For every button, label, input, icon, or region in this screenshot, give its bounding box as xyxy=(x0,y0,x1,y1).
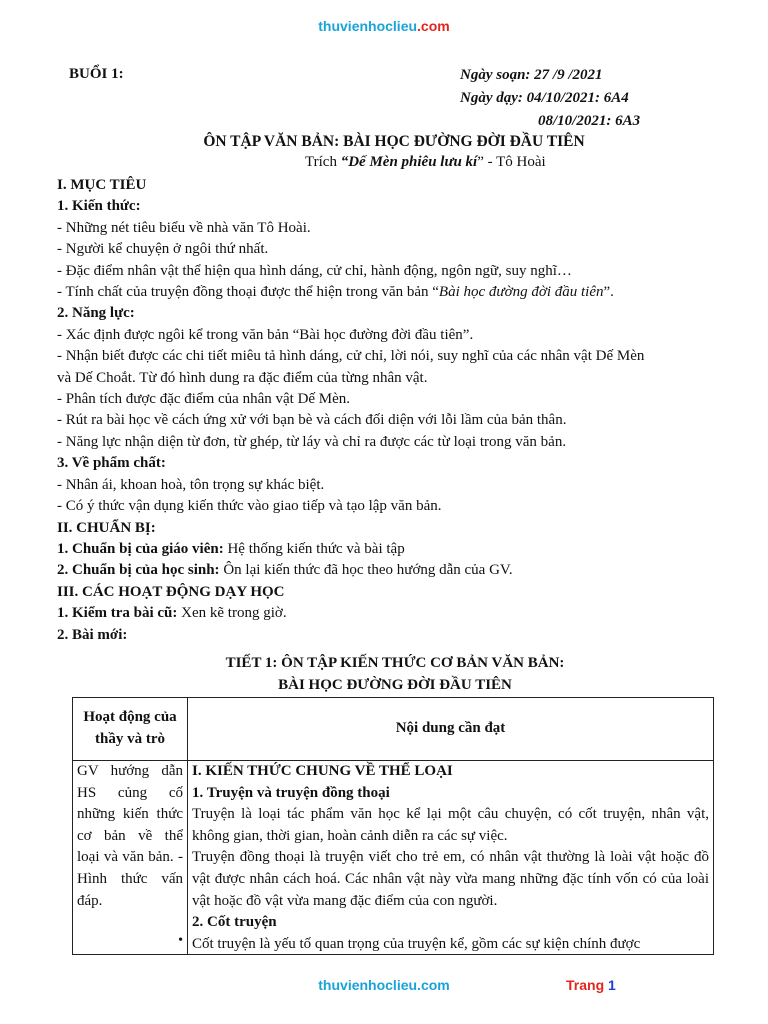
page-label: Trang xyxy=(566,977,609,993)
skill-item: - Nhận biết được các chi tiết miêu tả hình dáng, cử chỉ, lời nói, suy nghĩ của các nhân vật Dế Mèn xyxy=(57,348,645,365)
knowledge-item-italic: Bài học đường đời đầu tiên xyxy=(438,284,604,301)
subsection-heading: 2. Năng lực: xyxy=(57,305,135,322)
subsection-heading: 1. Kiến thức: xyxy=(57,198,141,215)
lesson-body xyxy=(57,175,717,646)
lesson-label: BUỔI 1: xyxy=(69,66,124,82)
knowledge-item-suffix: ”. xyxy=(603,284,614,301)
subtitle-prefix: Trích xyxy=(305,154,341,170)
subtitle-suffix: ” - Tô Hoài xyxy=(477,154,546,170)
section-heading: III. CÁC HOẠT ĐỘNG DẠY HỌC xyxy=(57,583,285,600)
prep-teacher xyxy=(57,539,717,560)
site-header[interactable] xyxy=(0,18,768,34)
page-number xyxy=(566,977,616,993)
knowledge-item-prefix: - Tính chất của truyện đồng thoại được thể hiện trong văn bản “ xyxy=(57,284,439,301)
skill-item: - Phân tích được đặc điểm của nhân vật Dế Mèn. xyxy=(57,391,351,408)
column-header-activity: Hoạt động của thầy và trò xyxy=(73,698,188,761)
skill-item: - Rút ra bài học về cách ứng xử với bạn bè và cách đối diện với lỗi lầm của bản thân. xyxy=(57,412,567,429)
table-header-row xyxy=(73,698,714,761)
prep-student-label: 2. Chuẩn bị của học sinh: xyxy=(57,562,220,579)
check-old-lesson xyxy=(57,603,717,624)
period-title-line-1: TIẾT 1: ÔN TẬP KIẾN THỨC CƠ BẢN VĂN BẢN: xyxy=(225,655,565,671)
prep-teacher-label: 1. Chuẩn bị của giáo viên: xyxy=(57,540,224,557)
site-domain: .com xyxy=(417,18,450,34)
knowledge-item: - Đặc điểm nhân vật thể hiện qua hình dáng, cử chỉ, hành động, ngôn ngữ, suy nghĩ… xyxy=(57,262,572,279)
subsection-heading: 3. Về phẩm chất: xyxy=(57,455,166,472)
knowledge-item: - Những nét tiêu biểu về nhà văn Tô Hoài. xyxy=(57,219,311,236)
lesson-table xyxy=(72,697,714,955)
column-header-content: Nội dung cần đạt xyxy=(188,698,714,761)
content-subheading: 2. Cốt truyện xyxy=(192,914,277,931)
table-row xyxy=(73,761,714,955)
prep-student xyxy=(57,560,717,581)
quality-item: - Có ý thức vận dụng kiến thức vào giao tiếp và tạo lập văn bản. xyxy=(57,498,442,515)
footer-site-link[interactable]: thuvienhoclieu.com xyxy=(318,977,450,993)
check-text: Xen kẽ trong giờ. xyxy=(177,605,287,622)
activity-cell xyxy=(73,761,188,955)
document-title: ÔN TẬP VĂN BẢN: BÀI HỌC ĐƯỜNG ĐỜI ĐẦU TIÊN xyxy=(203,133,585,150)
prepared-date: Ngày soạn: 27 /9 /2021 xyxy=(460,67,603,83)
activity-text: GV hướng dẫn HS củng cố những kiến thức cơ bản về thể loại và văn bản. - Hình thức vấn đáp. xyxy=(77,763,183,909)
prep-teacher-text: Hệ thống kiến thức và bài tập xyxy=(223,540,405,557)
skill-item: - Năng lực nhận diện từ đơn, từ ghép, từ láy và chỉ ra được các từ loại trong văn bản. xyxy=(57,433,567,450)
content-paragraph: Truyện đồng thoại là truyện viết cho trẻ em, có nhân vật thường là loài vật hoặc đồ vật được nhân cách hoá. Các nhân vật này vừa mang những đặc tính vốn có của loài vật hoặc đồ vật vừa mang đặc điểm của con người. xyxy=(192,849,709,909)
content-heading: I. KIẾN THỨC CHUNG VỀ THỂ LOẠI xyxy=(192,763,453,779)
content-paragraph: Cốt truyện là yếu tố quan trọng của truyện kể, gồm các sự kiện chính được xyxy=(192,935,641,952)
section-heading: I. MỤC TIÊU xyxy=(57,177,147,193)
check-label: 1. Kiểm tra bài cũ: xyxy=(57,605,178,622)
prep-student-text: Ôn lại kiến thức đã học theo hướng dẫn của GV. xyxy=(219,562,513,579)
taught-date-2: 08/10/2021: 6A3 xyxy=(538,113,641,129)
period-title-line-2: BÀI HỌC ĐƯỜNG ĐỜI ĐẦU TIÊN xyxy=(278,677,512,693)
content-subheading: 1. Truyện và truyện đồng thoại xyxy=(192,784,390,801)
knowledge-item xyxy=(57,282,717,303)
skill-item: - Xác định được ngôi kể trong văn bản “Bài học đường đời đầu tiên”. xyxy=(57,326,474,343)
document-subtitle xyxy=(305,152,546,173)
quality-item: - Nhân ái, khoan hoà, tôn trọng sự khác biệt. xyxy=(57,476,325,493)
taught-date-1: Ngày dạy: 04/10/2021: 6A4 xyxy=(460,90,629,106)
bullet-icon: • xyxy=(178,933,183,949)
page-number-value: 1 xyxy=(608,977,616,993)
site-name: thuvienhoclieu xyxy=(318,18,418,34)
section-heading: II. CHUẨN BỊ: xyxy=(57,519,156,536)
period-title xyxy=(0,652,768,696)
subtitle-work: “Dế Mèn phiêu lưu kí xyxy=(340,154,478,170)
skill-item: và Dế Choắt. Từ đó hình dung ra đặc điểm của từng nhân vật. xyxy=(57,369,428,386)
content-paragraph: Truyện là loại tác phẩm văn học kể lại một câu chuyện, có cốt truyện, nhân vật, không gian, thời gian, hoàn cảnh diễn ra các sự việc. xyxy=(192,806,709,844)
content-cell xyxy=(188,761,714,955)
new-lesson-heading: 2. Bài mới: xyxy=(57,626,128,643)
date-block xyxy=(460,64,640,133)
knowledge-item: - Người kể chuyện ở ngôi thứ nhất. xyxy=(57,241,269,258)
